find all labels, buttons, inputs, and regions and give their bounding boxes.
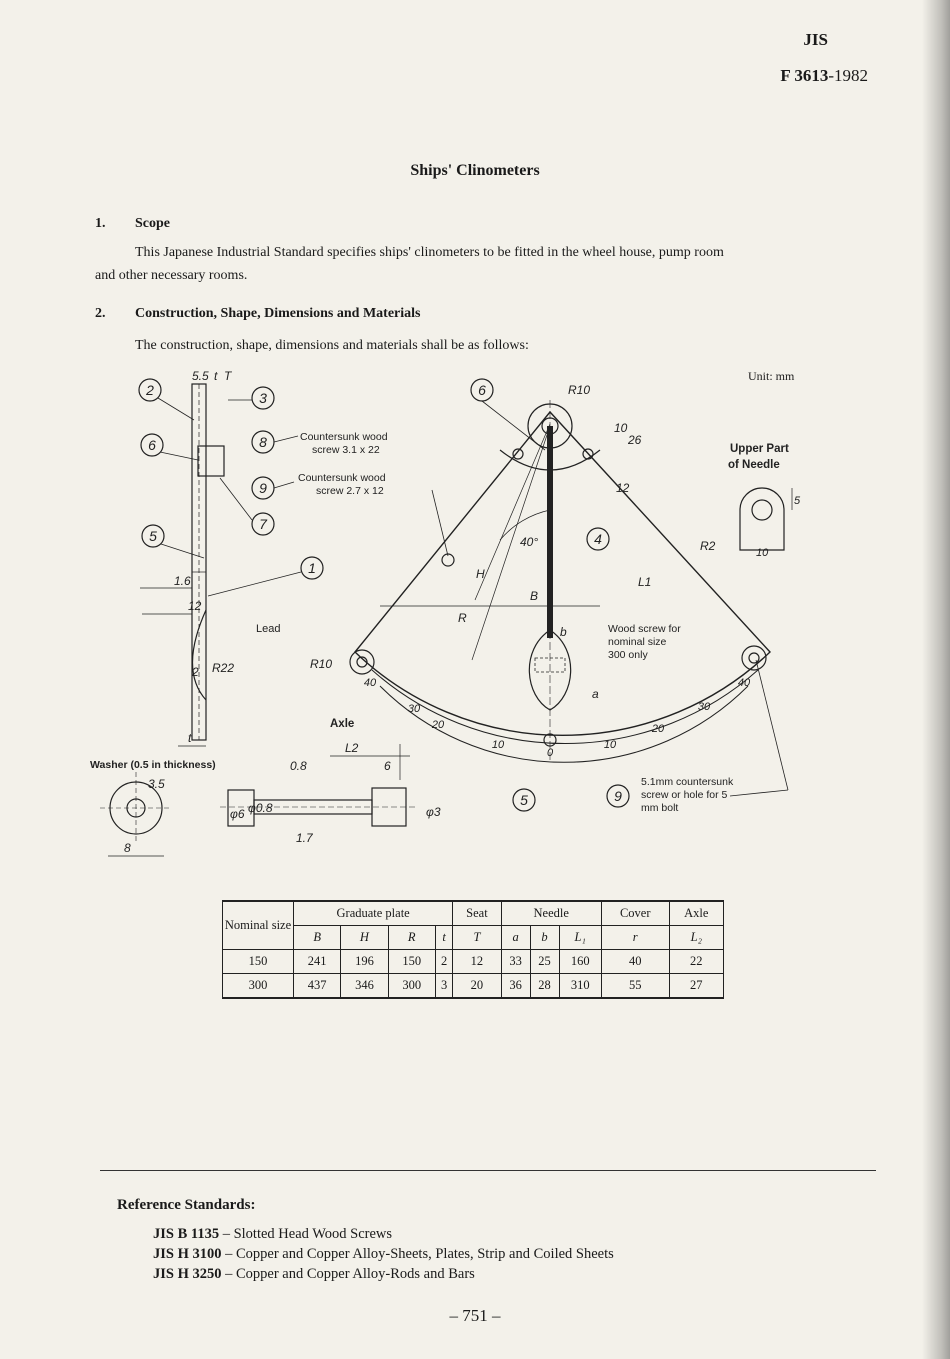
dim-H-line [475,424,550,600]
scale-label: 40 [737,677,751,689]
symbol-cell: L₁ [559,926,601,950]
dim-R: R [458,611,467,625]
right-screw-hole [749,653,759,663]
table-cell: 300 [223,974,294,999]
table-header-row [223,901,724,926]
page-number: – 751 – [449,1306,501,1325]
countersunk-2-line-1: Countersunk wood [298,472,386,484]
scale-label: 40 [363,677,377,689]
clinometer-drawing [80,360,840,880]
dim-a: a [592,687,599,701]
callout-2-label: 2 [146,382,154,398]
scale-label: 10 [603,739,617,751]
reference-item [153,1246,614,1263]
footer-rule [100,1170,876,1171]
reference-code: JIS H 3100 [153,1246,222,1262]
section-1-line-1: This Japanese Industrial Standard specifies ships' clinometers to be fitted in the wheel house, pump room [135,245,724,260]
symbol-cell: T [453,926,501,950]
symbol-cell: B [294,926,341,950]
section-2-text: The construction, shape, dimensions and materials shall be as follows: [135,338,529,353]
dimensions-table [222,900,724,999]
callout-9a-label: 9 [259,480,267,496]
leader-lines [158,398,788,796]
reference-item [153,1266,475,1283]
wood-screw-line-2: nominal size [608,636,667,648]
table-row [223,974,724,999]
table-cell: 150 [388,950,435,974]
reference-desc: – Slotted Head Wood Screws [219,1226,393,1242]
symbol-cell: r [601,926,669,950]
header-nominal-size: Nominal size [223,901,294,950]
unit-note: Unit: mm [748,369,795,383]
table-cell: 150 [223,950,294,974]
callout-9b-label: 9 [614,788,622,804]
scale-label: 10 [491,739,505,751]
dim-phi6: φ6 [230,807,245,821]
symbol-cell: t [435,926,452,950]
header-code-year: -1982 [828,66,868,85]
page-edge-shadow [922,0,950,1359]
reference-item [153,1226,392,1243]
table-cell: 437 [294,974,341,999]
reference-code: JIS H 3250 [153,1266,222,1282]
table-cell: 300 [388,974,435,999]
countersunk-2-line-2: screw 2.7 x 12 [316,485,384,497]
bolt-note-line-2: screw or hole for 5 [641,789,728,801]
upper-part-line-1: Upper Part [730,443,789,455]
callout-7-label: 7 [259,516,267,532]
header-graduate-plate: Graduate plate [294,901,453,926]
table-cell: 160 [559,950,601,974]
header-seat: Seat [453,901,501,926]
section-title: Scope [135,216,170,231]
wood-screw-line-1: Wood screw for [608,623,681,635]
section-number: 2. [95,306,106,321]
dim-1-6: 1.6 [174,574,191,588]
dim-L1: L1 [638,575,652,589]
scale-label: 30 [407,703,421,715]
dim-12-top: 12 [616,481,630,495]
header-cover: Cover [601,901,669,926]
dim-B: B [530,589,539,603]
wood-screw-line-3: 300 only [608,649,648,661]
table-cell: 36 [501,974,530,999]
scale-label: 0 [546,747,554,759]
callout-5b-label: 5 [520,792,528,808]
symbol-cell: R [388,926,435,950]
reference-desc: – Copper and Copper Alloy-Sheets, Plates, Strip and Coiled Sheets [221,1246,614,1262]
dim-0-8: 0.8 [290,759,307,773]
table-cell: 20 [453,974,501,999]
dim-phi0-8: φ0.8 [248,801,273,815]
bolt-note-line-3: mm bolt [641,802,679,814]
dim-5-needle: 5 [794,495,801,507]
sector-plate [355,412,770,735]
symbol-cell: H [341,926,388,950]
reference-code: JIS B 1135 [153,1226,220,1242]
dim-8: 8 [124,841,131,855]
table-cell: 28 [530,974,559,999]
section-number: 1. [95,216,106,231]
dim-R10-top: R10 [568,383,591,397]
axle-detail [220,788,416,826]
header-code-prefix: F 3613 [780,66,829,85]
scale-label: 20 [431,719,445,731]
dim-b: b [560,625,567,639]
table-cell: 22 [669,950,723,974]
table-cell: 241 [294,950,341,974]
countersunk-1-line-1: Countersunk wood [300,431,388,443]
table-cell: 40 [601,950,669,974]
section-title: Construction, Shape, Dimensions and Materials [135,306,421,321]
table-cell: 310 [559,974,601,999]
reference-desc: – Copper and Copper Alloy-Rods and Bars [221,1266,475,1282]
side-lead-weight [193,610,207,700]
table-cell: 25 [530,950,559,974]
countersunk-1-line-2: screw 3.1 x 22 [312,444,380,456]
dim-5-5: 5.5 [192,369,209,383]
needle-detail-outline [740,488,784,550]
table-cell: 33 [501,950,530,974]
callout-8-label: 8 [259,434,267,450]
section-1-text [95,241,875,287]
callout-6a-label: 6 [148,437,156,453]
dim-t-top: t [214,369,218,383]
bolt-note-line-1: 5.1mm countersunk [641,776,734,788]
symbol-cell: a [501,926,530,950]
dim-2: 2 [192,665,199,679]
table-cell: 196 [341,950,388,974]
callout-5a-label: 5 [149,528,157,544]
dim-R22: R22 [212,661,235,675]
dim-t-bottom: t [188,731,192,745]
dim-H: H [476,567,485,581]
table-symbol-row [223,926,724,950]
dim-12: 12 [188,599,202,613]
dim-R2: R2 [700,539,716,553]
dim-angle-40: 40° [520,535,539,549]
table-cell: 55 [601,974,669,999]
references-title: Reference Standards: [117,1197,256,1213]
dim-T-top: T [224,369,232,383]
front-view [330,400,770,780]
table-row [223,950,724,974]
table-cell: 346 [341,974,388,999]
side-seat [198,446,224,476]
dim-3-5: 3.5 [148,777,165,791]
upper-part-line-2: of Needle [728,459,780,471]
scale-label: 20 [651,723,665,735]
dim-6: 6 [384,759,391,773]
callout-4-label: 4 [594,531,602,547]
needle-upper-detail [740,488,792,550]
header-axle: Axle [669,901,723,926]
header-code [780,66,868,86]
callout-1-label: 1 [308,560,316,576]
dim-26: 26 [628,433,642,447]
callout-3-label: 3 [259,390,267,406]
table-cell: 12 [453,950,501,974]
dim-10-top: 10 [614,421,628,435]
table-cell: 27 [669,974,723,999]
table-cell: 2 [435,950,452,974]
symbol-cell: L₂ [669,926,723,950]
table-cell: 3 [435,974,452,999]
left-screw [350,650,374,674]
header-series: JIS [803,30,828,49]
header-needle: Needle [501,901,601,926]
page-title: Ships' Clinometers [410,162,540,179]
dim-L2: L2 [345,741,359,755]
washer-label: Washer (0.5 in thickness) [90,759,216,771]
dim-1-7: 1.7 [296,831,313,845]
axle-label: Axle [330,718,355,730]
dim-R10-left: R10 [310,657,333,671]
needle-detail-hole [752,500,772,520]
symbol-cell: b [530,926,559,950]
lead-label: Lead [256,623,281,635]
scale-label: 30 [697,701,711,713]
callout-6b-label: 6 [478,382,486,398]
section-1-line-2: and other necessary rooms. [95,268,248,283]
dim-10-needle: 10 [756,547,769,559]
dim-phi3: φ3 [426,805,441,819]
